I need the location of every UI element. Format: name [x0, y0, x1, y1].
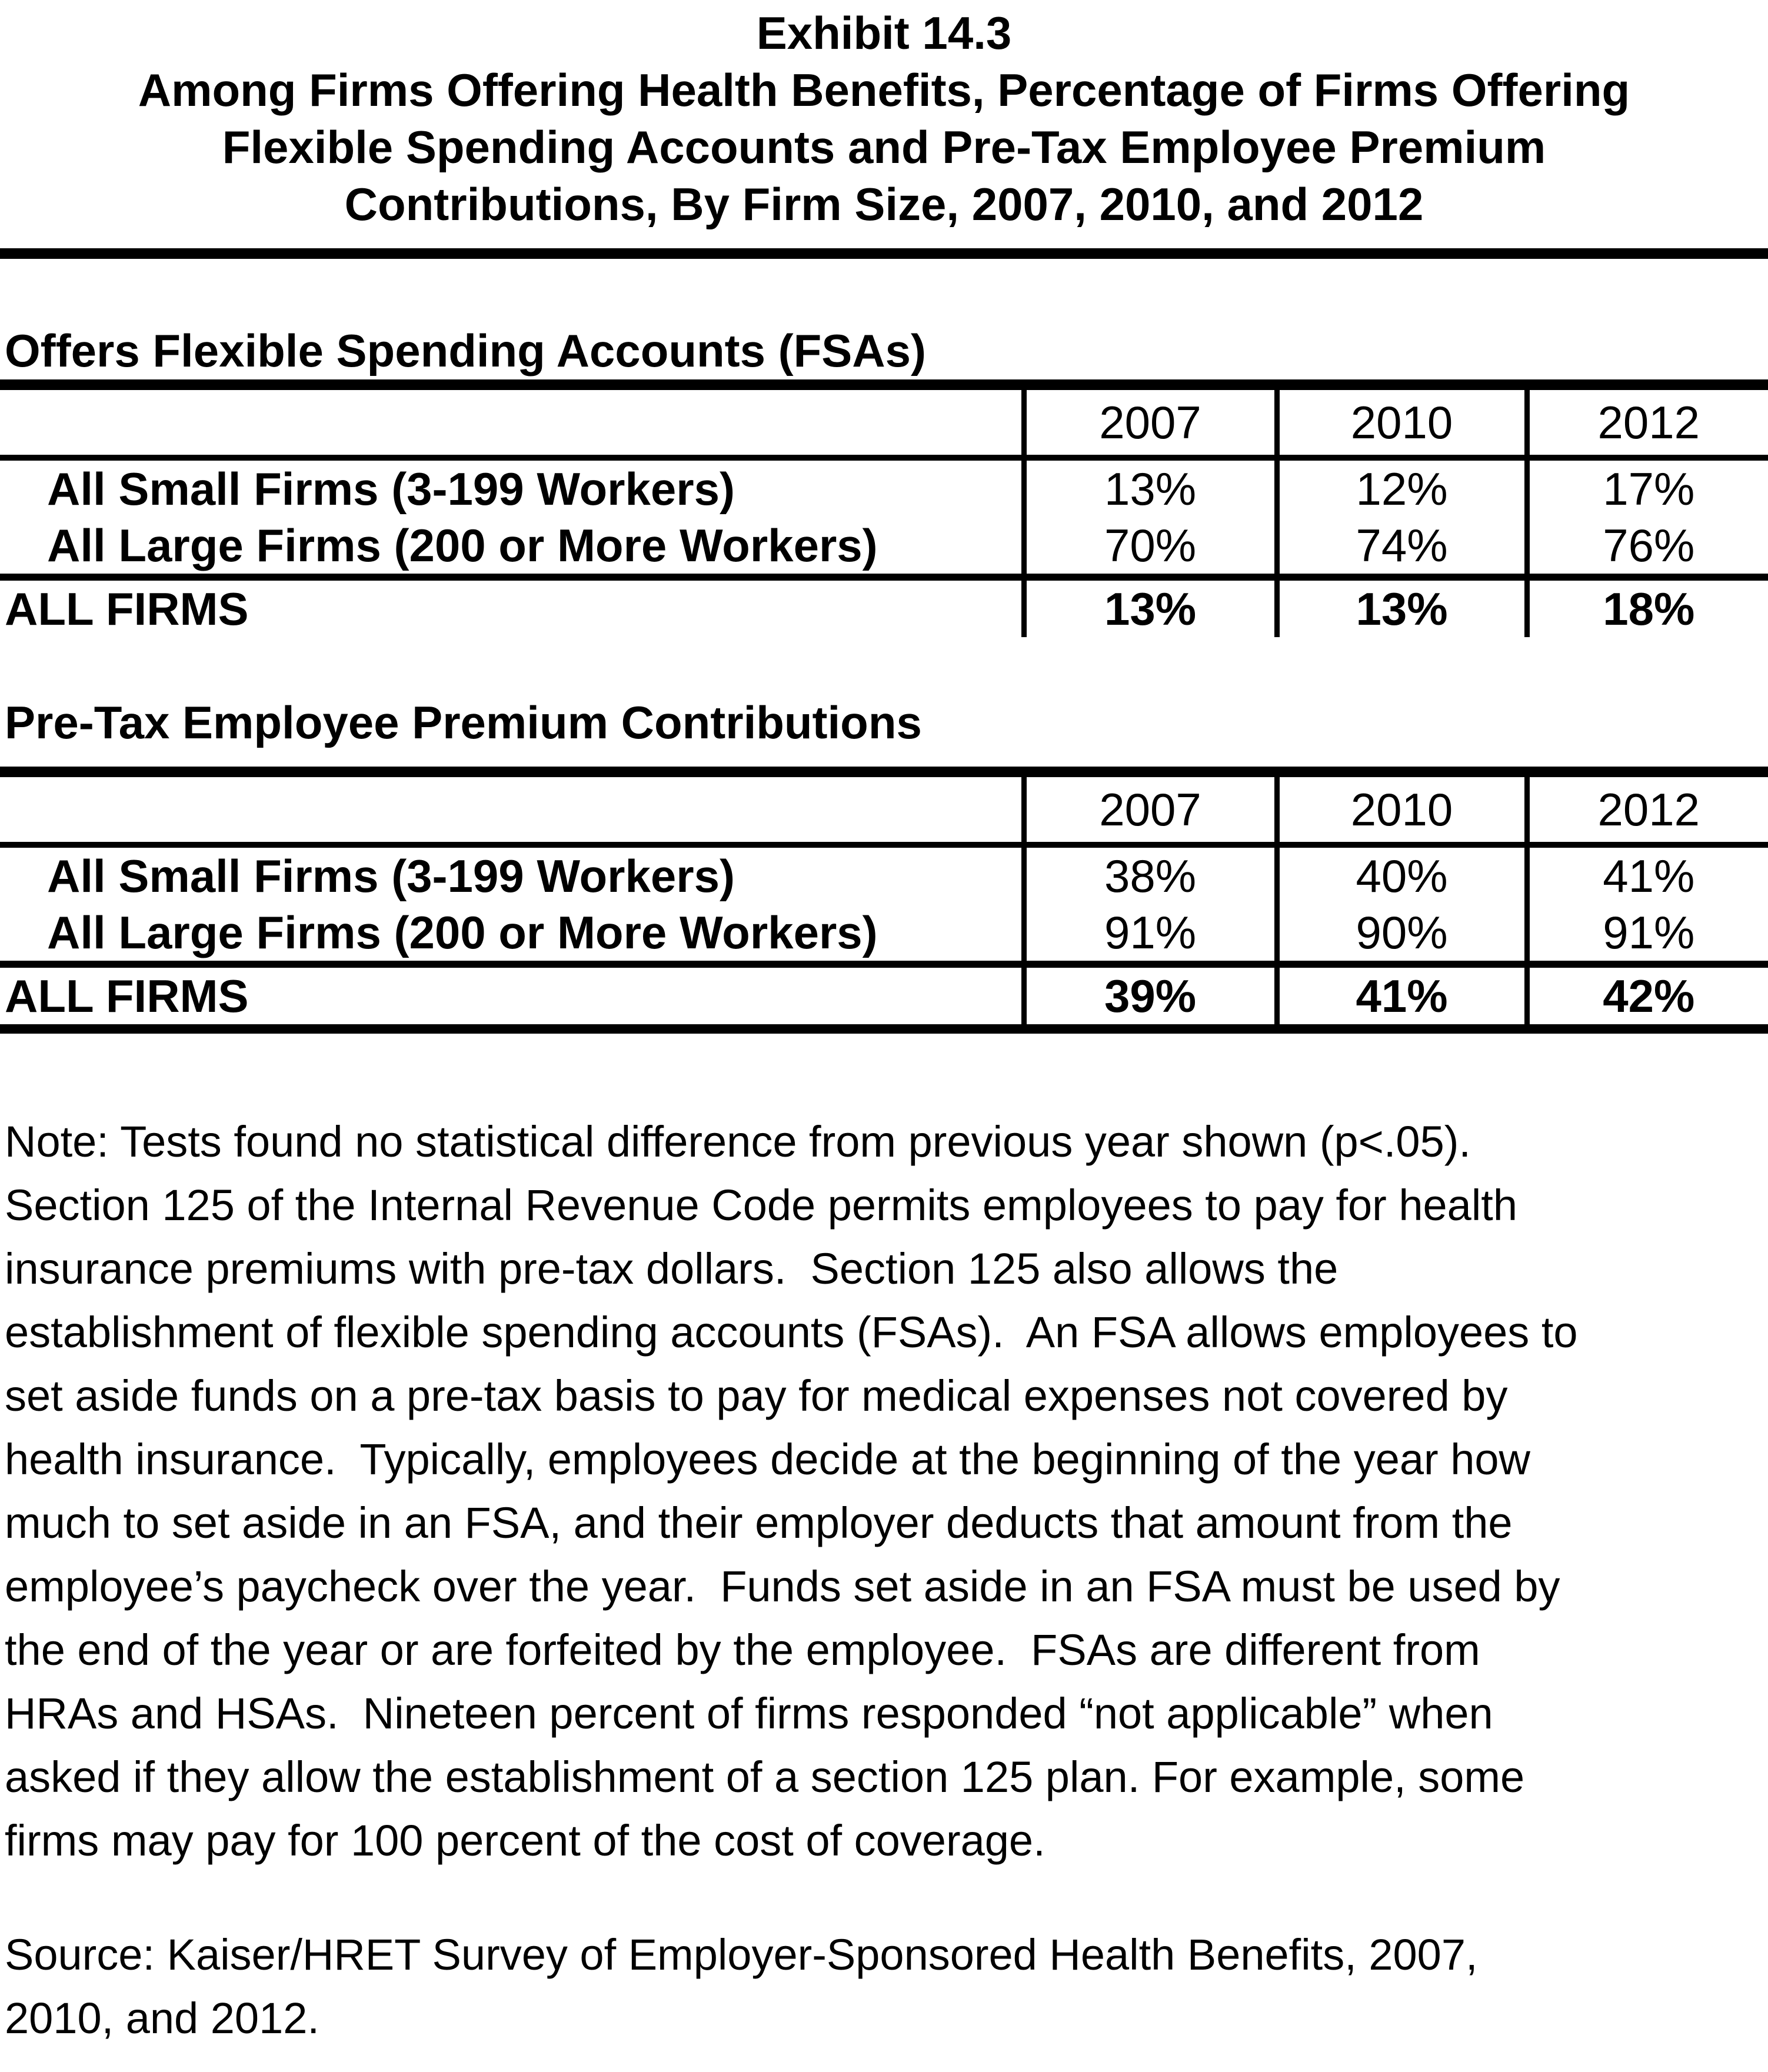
title-line-2: Flexible Spending Accounts and Pre-Tax Employee Premium: [222, 121, 1546, 173]
cell-value: 74%: [1277, 517, 1527, 577]
source-line: 2010, and 2012.: [5, 1994, 319, 2043]
cell-value: 70%: [1024, 517, 1277, 577]
pretax-table: [0, 767, 1768, 1034]
row-label-large-firms: All Large Firms (200 or More Workers): [47, 519, 878, 571]
fsa-section-heading: Offers Flexible Spending Accounts (FSAs): [5, 325, 926, 377]
empty-header-cell: [0, 772, 1024, 845]
pretax-table-header-row: [0, 772, 1768, 845]
row-label-large-firms: All Large Firms (200 or More Workers): [47, 906, 878, 958]
table-row-large-firms: [0, 517, 1768, 577]
note-line: insurance premiums with pre-tax dollars. Section 125 also allows the: [5, 1244, 1339, 1293]
year-header: 2012: [1527, 772, 1768, 845]
cell-value: 17%: [1527, 458, 1768, 517]
title-line-3: Contributions, By Firm Size, 2007, 2010, and 2012: [344, 178, 1424, 230]
year-header: 2012: [1527, 385, 1768, 458]
cell-value: 18%: [1527, 577, 1768, 637]
cell-value: 12%: [1277, 458, 1527, 517]
fsa-table: [0, 379, 1768, 637]
note-line: HRAs and HSAs. Nineteen percent of firms responded “not applicable” when: [5, 1689, 1493, 1738]
pretax-section-heading: Pre-Tax Employee Premium Contributions: [5, 697, 922, 748]
note-line: establishment of flexible spending accounts (FSAs). An FSA allows employees to: [5, 1308, 1578, 1357]
cell-value: 13%: [1024, 577, 1277, 637]
note-line: firms may pay for 100 percent of the cost of coverage.: [5, 1816, 1046, 1865]
cell-value: 90%: [1277, 904, 1527, 964]
note-line: much to set aside in an FSA, and their employer deducts that amount from the: [5, 1498, 1513, 1547]
title-divider-rule: [0, 248, 1768, 259]
fsa-table-header-row: [0, 385, 1768, 458]
table-row-all-firms: [0, 577, 1768, 637]
cell-value: 41%: [1277, 964, 1527, 1029]
note-paragraph: [0, 1110, 1768, 1873]
note-line: the end of the year or are forfeited by the employee. FSAs are different from: [5, 1625, 1480, 1674]
cell-value: 76%: [1527, 517, 1768, 577]
note-line: Note: Tests found no statistical difference from previous year shown (p<.05).: [5, 1117, 1471, 1166]
source-paragraph: [0, 1923, 1768, 2050]
year-header: 2010: [1277, 772, 1527, 845]
table-row-large-firms: [0, 904, 1768, 964]
cell-value: 91%: [1527, 904, 1768, 964]
note-line: employee’s paycheck over the year. Funds set aside in an FSA must be used by: [5, 1562, 1560, 1611]
cell-value: 42%: [1527, 964, 1768, 1029]
exhibit-number: Exhibit 14.3: [756, 7, 1012, 59]
cell-value: 38%: [1024, 845, 1277, 904]
title-block: [0, 0, 1768, 233]
cell-value: 39%: [1024, 964, 1277, 1029]
table-row-all-firms: [0, 964, 1768, 1029]
fsa-section: [0, 322, 1768, 637]
cell-value: 13%: [1277, 577, 1527, 637]
note-line: asked if they allow the establishment of a section 125 plan. For example, some: [5, 1753, 1525, 1801]
row-label-all-firms: ALL FIRMS: [0, 964, 1024, 1029]
table-row-small-firms: [0, 458, 1768, 517]
row-label-all-firms: ALL FIRMS: [0, 577, 1024, 637]
empty-header-cell: [0, 385, 1024, 458]
pretax-section: [0, 694, 1768, 1034]
note-line: health insurance. Typically, employees decide at the beginning of the year how: [5, 1435, 1530, 1484]
row-label-small-firms: All Small Firms (3-199 Workers): [47, 462, 735, 515]
table-row-small-firms: [0, 845, 1768, 904]
year-header: 2007: [1024, 772, 1277, 845]
row-label-small-firms: All Small Firms (3-199 Workers): [47, 850, 735, 902]
cell-value: 40%: [1277, 845, 1527, 904]
title-line-1: Among Firms Offering Health Benefits, Percentage of Firms Offering: [138, 64, 1630, 116]
year-header: 2007: [1024, 385, 1277, 458]
note-line: set aside funds on a pre-tax basis to pay for medical expenses not covered by: [5, 1371, 1508, 1420]
source-line: Source: Kaiser/HRET Survey of Employer-Sponsored Health Benefits, 2007,: [5, 1930, 1478, 1979]
year-header: 2010: [1277, 385, 1527, 458]
cell-value: 13%: [1024, 458, 1277, 517]
cell-value: 91%: [1024, 904, 1277, 964]
note-line: Section 125 of the Internal Revenue Code permits employees to pay for health: [5, 1181, 1517, 1230]
cell-value: 41%: [1527, 845, 1768, 904]
